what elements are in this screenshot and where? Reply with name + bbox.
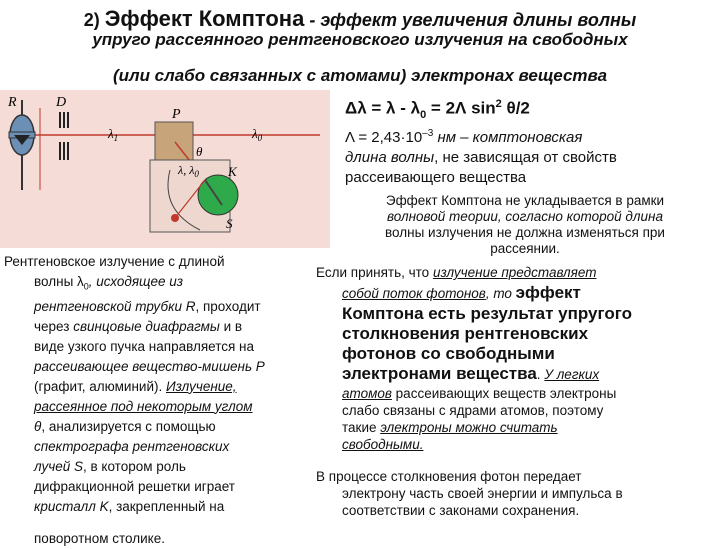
- label-k: K: [228, 164, 237, 179]
- lead-diaphragms: [60, 112, 68, 160]
- label-d: D: [56, 95, 67, 110]
- compton-formula: $\Delta\lambda = \lambda - \lambda_0 = 2\Lambda$ $\sin^2 \theta/2$: [345, 98, 530, 122]
- title-main: Эффект Комптона: [104, 6, 305, 31]
- title-line-2: упруго рассеянного рентгеновского излучения на свободных: [92, 30, 628, 49]
- title-number: 2): [83, 10, 100, 30]
- xray-tube: [9, 100, 35, 190]
- photon-explanation: Если принять, что излучение представляет собой поток фотонов, то эффект Комптона есть результат упругого столкновения рентгеновских фотонов со свободными электронами вещества. У легких атомов рассеивающих веществ электроны слабо связаны с ядрами атомов, поэтому такие электроны можно считать свободными.: [316, 265, 632, 452]
- wave-theory-note: Эффект Комптона не укладывается в рамки волновой теории, согласно которой длина волны излучения не должна изменяться при рассеянии.: [385, 193, 665, 256]
- label-r: R: [8, 95, 17, 110]
- title-line-1: [0, 6, 720, 32]
- setup-description: Рентгеновское излучение с длиной волны $\lambda_0$, исходящее из рентгеновской трубки R, проходит через свинцовые диафрагмы и в виде узкого пучка направляется на рассеивающее вещество-мишень P (графит, алюминий). Излучение, рассеянное под некоторым углом θ, анализируется с помощью спектрографа рентгеновских лучей S, в котором роль дифракционной решетки играет кристалл K, закрепленный на поворотном столике.: [4, 254, 265, 546]
- label-theta: θ: [196, 144, 203, 159]
- label-s: S: [226, 216, 233, 231]
- label-p: P: [172, 107, 181, 122]
- label-lambda-pair: λ, $\lambda_0$: [178, 163, 199, 179]
- collision-note: В процессе столкновения фотон передает электрону часть своей энергии и импульса в соответствии с законами сохранения.: [316, 469, 623, 518]
- title-definition: - эффект увеличения длины волны: [309, 10, 637, 30]
- setup-svg: [0, 90, 330, 248]
- label-lambda1: $\lambda_1$: [108, 126, 119, 143]
- compton-wavelength: $\Lambda = 2,43\cdot 10^{-3}$ нм – комптоновская длина волны, не зависящая от свойств рассеивающего вещества: [345, 128, 617, 186]
- label-lambda0: $\lambda_0$: [252, 126, 263, 143]
- compton-setup-diagram: [0, 90, 330, 248]
- spot: [171, 214, 179, 222]
- title-line-3: (или слабо связанных с атомами) электронах вещества: [112, 66, 608, 85]
- target-p: [155, 122, 193, 162]
